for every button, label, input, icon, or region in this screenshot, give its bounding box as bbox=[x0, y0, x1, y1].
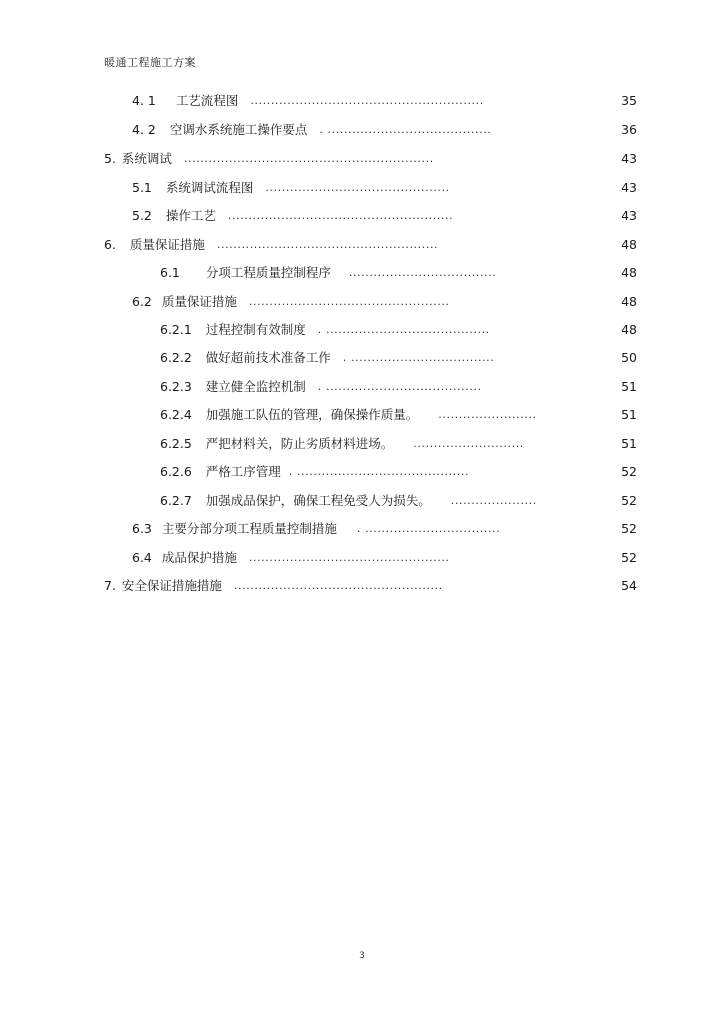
toc-entry bbox=[160, 406, 637, 424]
toc-entry-page: 43 bbox=[621, 151, 637, 166]
toc-entry bbox=[132, 207, 637, 225]
toc-entry bbox=[160, 463, 637, 481]
toc-entry-leader: . ........................................ bbox=[317, 323, 490, 336]
toc-entry-page: 52 bbox=[621, 550, 637, 565]
toc-entry bbox=[160, 264, 637, 282]
toc-entry-page: 52 bbox=[621, 493, 637, 508]
toc-entry-number: 6.4 bbox=[132, 550, 152, 565]
toc-entry bbox=[104, 577, 637, 595]
toc-entry bbox=[132, 92, 637, 110]
toc-entry bbox=[104, 150, 637, 168]
toc-entry-number: 6.2.1 bbox=[160, 322, 192, 337]
toc-entry-number: 6.2 bbox=[132, 294, 152, 309]
toc-entry-leader: ................................................. bbox=[248, 551, 450, 564]
toc-entry-number: 6.3 bbox=[132, 521, 152, 536]
toc-entry-title: 分项工程质量控制程序 bbox=[205, 265, 331, 280]
toc-entry-title: 严格工序管理 bbox=[205, 464, 281, 479]
toc-entry-page: 43 bbox=[621, 180, 637, 195]
toc-entry-title: 系统调试 bbox=[121, 151, 172, 166]
toc-entry-leader: ............................................. bbox=[265, 181, 450, 194]
toc-entry-page: 51 bbox=[621, 379, 637, 394]
toc-entry-leader: ................................................... bbox=[233, 579, 443, 592]
toc-entry-number: 4. 1 bbox=[132, 93, 156, 108]
toc-entry-leader: . ........................................ bbox=[319, 123, 492, 136]
toc-entry-number: 5.2 bbox=[132, 208, 152, 223]
toc-entry-page: 48 bbox=[621, 294, 637, 309]
toc-entry-number: 6.2.4 bbox=[160, 407, 192, 422]
toc-entry bbox=[160, 378, 637, 396]
toc-entry-leader: ......................................................... bbox=[250, 94, 484, 107]
toc-entry-title: 加强成品保护，确保工程免受人为损失。 bbox=[205, 493, 431, 508]
toc-entry-page: 43 bbox=[621, 208, 637, 223]
toc-entry-leader: . ................................. bbox=[356, 522, 501, 535]
toc-entry bbox=[132, 520, 637, 538]
toc-entry-page: 52 bbox=[621, 521, 637, 536]
toc-entry-leader: ........................... bbox=[413, 437, 524, 450]
toc-entry-page: 52 bbox=[621, 464, 637, 479]
toc-entry-number: 6.2.5 bbox=[160, 436, 192, 451]
toc-entry-number: 4. 2 bbox=[132, 122, 156, 137]
toc-entry-number: 5. bbox=[104, 151, 116, 166]
toc-entry-number: 6.2.7 bbox=[160, 493, 192, 508]
toc-entry bbox=[104, 236, 637, 254]
toc-entry-title: 质量保证措施 bbox=[129, 237, 205, 252]
toc-entry-leader: ..................... bbox=[450, 494, 537, 507]
toc-entry-leader: ....................................................... bbox=[227, 209, 454, 222]
toc-entry bbox=[132, 179, 637, 197]
toc-entry-page: 36 bbox=[621, 122, 637, 137]
toc-entry-leader: . ................................... bbox=[342, 351, 495, 364]
toc-entry-title: 安全保证措施措施 bbox=[121, 578, 222, 593]
toc-entry-title: 系统调试流程图 bbox=[165, 180, 254, 195]
toc-entry-number: 6.2.6 bbox=[160, 464, 192, 479]
toc-entry-title: 严把材料关，防止劣质材料进场。 bbox=[205, 436, 394, 451]
toc-entry-leader: ........................ bbox=[438, 408, 537, 421]
toc-entry-title: 质量保证措施 bbox=[161, 294, 237, 309]
toc-entry-leader: . ...................................... bbox=[317, 380, 482, 393]
toc-entry-number: 6.2.2 bbox=[160, 350, 192, 365]
toc-entry-page: 48 bbox=[621, 237, 637, 252]
toc-entry-title: 做好超前技术准备工作 bbox=[205, 350, 331, 365]
toc-entry bbox=[160, 349, 637, 367]
toc-entry-leader: ...................................................... bbox=[216, 238, 439, 251]
toc-entry-title: 操作工艺 bbox=[165, 208, 216, 223]
toc-entry-number: 5.1 bbox=[132, 180, 152, 195]
toc-entry bbox=[160, 492, 637, 510]
toc-entry-title: 主要分部分项工程质量控制措施 bbox=[161, 521, 337, 536]
toc-entry-title: 过程控制有效制度 bbox=[205, 322, 306, 337]
toc-entry-page: 51 bbox=[621, 407, 637, 422]
toc-entry-title: 建立健全监控机制 bbox=[205, 379, 306, 394]
toc-entry-number: 6.2.3 bbox=[160, 379, 192, 394]
toc-entry-title: 加强施工队伍的管理，确保操作质量。 bbox=[205, 407, 419, 422]
toc-entry bbox=[160, 321, 637, 339]
page-number: 3 bbox=[359, 951, 365, 961]
toc-entry-page: 51 bbox=[621, 436, 637, 451]
toc-entry-page: 48 bbox=[621, 322, 637, 337]
toc-entry-title: 工艺流程图 bbox=[175, 93, 239, 108]
toc-entry bbox=[132, 293, 637, 311]
toc-entry-title: 空调水系统施工操作要点 bbox=[169, 122, 308, 137]
toc-entry-number: 7. bbox=[104, 578, 116, 593]
toc-entry bbox=[132, 549, 637, 567]
toc-entry-leader: ............................................................. bbox=[183, 152, 434, 165]
toc-entry bbox=[160, 435, 637, 453]
toc-entry-leader: . .......................................... bbox=[288, 465, 470, 478]
toc-entry-leader: .................................... bbox=[348, 266, 497, 279]
toc-entry-page: 50 bbox=[621, 350, 637, 365]
toc-entry-page: 54 bbox=[621, 578, 637, 593]
toc-entry-leader: ................................................. bbox=[248, 295, 450, 308]
toc-entry-number: 6. bbox=[104, 237, 116, 252]
toc-entry-number: 6.1 bbox=[160, 265, 180, 280]
document-header-title: 暖通工程施工方案 bbox=[104, 56, 196, 69]
toc-entry-page: 35 bbox=[621, 93, 637, 108]
toc-entry-page: 48 bbox=[621, 265, 637, 280]
toc-entry-title: 成品保护措施 bbox=[161, 550, 237, 565]
toc-entry bbox=[132, 121, 637, 139]
